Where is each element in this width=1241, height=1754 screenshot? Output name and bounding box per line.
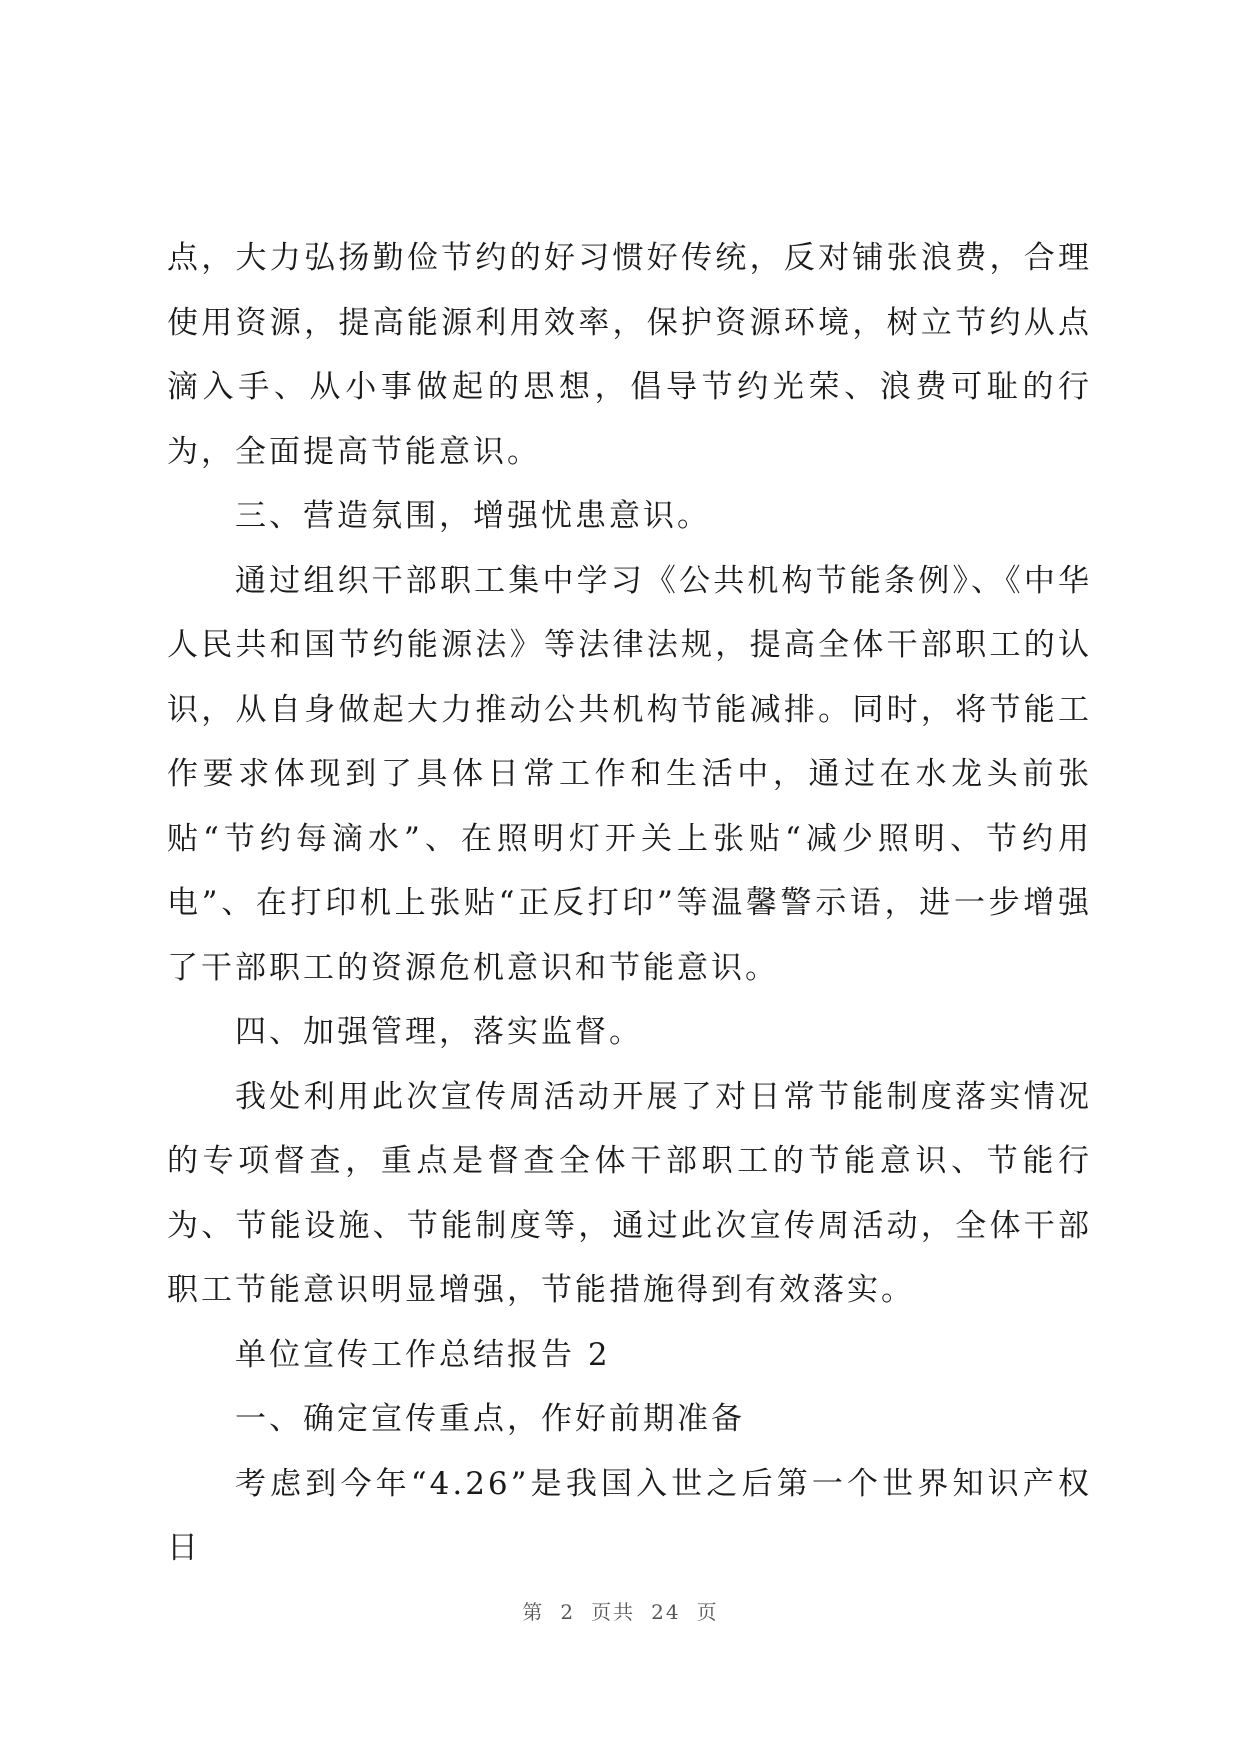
footer-prefix: 第 [522,1600,545,1624]
paragraph-section-1: 考虑到今年“4.26”是我国入世之后第一个世界知识产权日 [167,1465,1092,1566]
footer-suffix: 页 [696,1600,719,1624]
paragraph-continued: 点，大力弘扬勤俭节约的好习惯好传统，反对铺张浪费，合理使用资源，提高能源利用效率，保护资源环境，树立节约从点滴入手、从小事做起的思想，倡导节约光荣、浪费可耻的行为，全面提高节能意识。 [167,240,1092,470]
document-body [167,226,1092,1581]
page-footer [0,1596,1241,1625]
paragraph-section-3: 通过组织干部职工集中学习《公共机构节能条例》、《中华人民共和国节约能源法》等法律法规，提高全体干部职工的认识，从自身做起大力推动公共机构节能减排。同时，将节能工作要求体现到了具体日常工作和生活中，通过在水龙头前张贴“节约每滴水”、在照明灯开关上张贴“减少照明、节约用电”、在打印机上张贴“正反打印”等温馨警示语，进一步增强了干部职工的资源危机意识和节能意识。 [167,562,1092,986]
footer-total-pages: 24 [651,1600,681,1624]
footer-page-number: 2 [560,1600,576,1624]
paragraph-section-4: 我处利用此次宣传周活动开展了对日常节能制度落实情况的专项督查，重点是督查全体干部职工的节能意识、节能行为、节能设施、节能制度等，通过此次宣传周活动，全体干部职工节能意识明显增强，节能措施得到有效落实。 [167,1078,1092,1308]
report-title-2: 单位宣传工作总结报告 2 [235,1336,611,1373]
section-heading-1: 一、确定宣传重点，作好前期准备 [235,1401,745,1437]
section-heading-3: 三、营造氛围，增强忧患意识。 [235,498,711,534]
footer-middle: 页共 [591,1600,636,1624]
section-heading-4: 四、加强管理，落实监督。 [235,1014,643,1050]
